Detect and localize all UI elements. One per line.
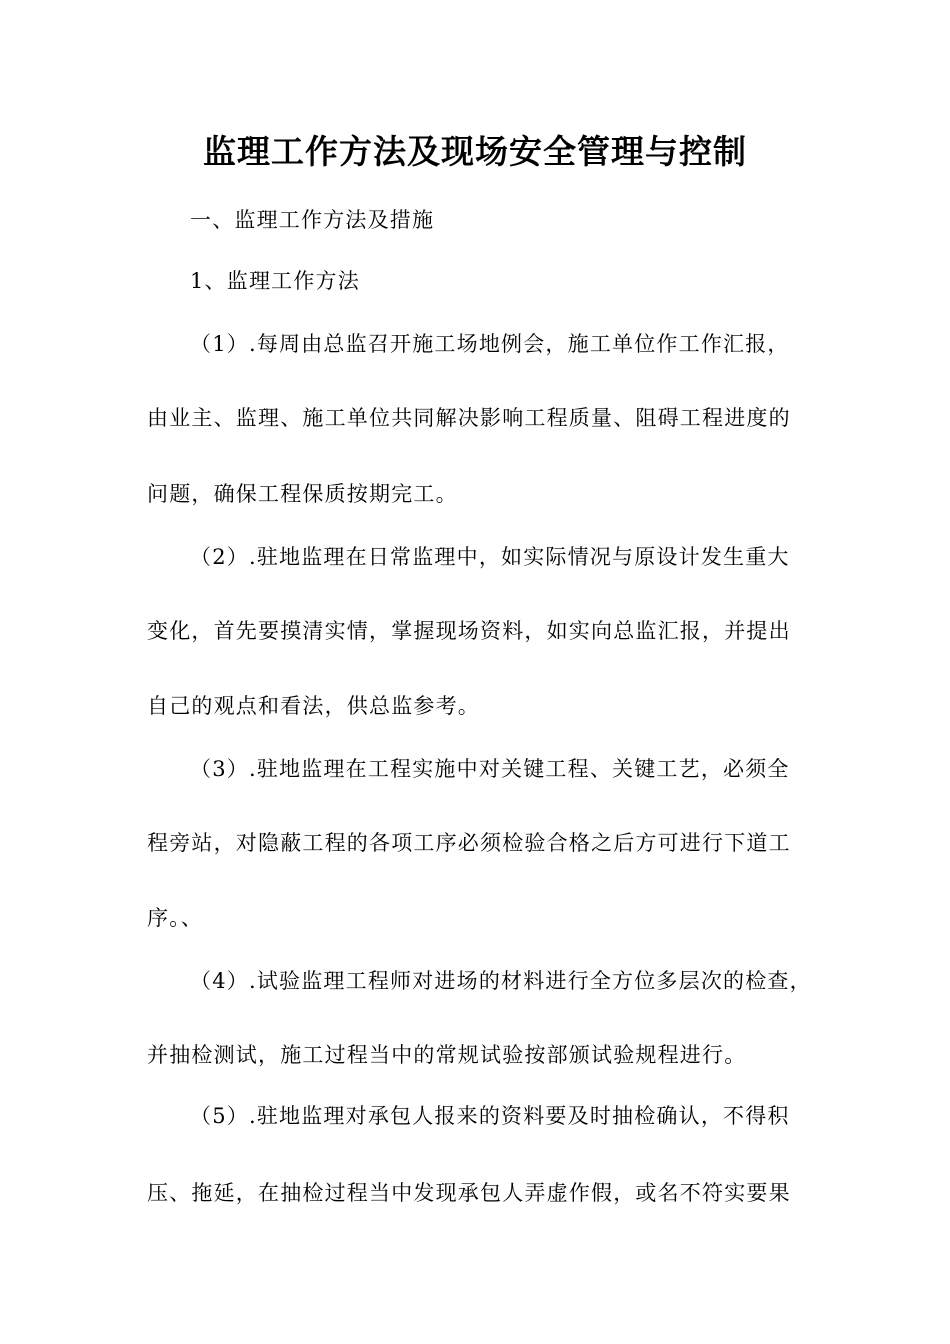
paragraph-line: 由业主、监理、施工单位共同解决影响工程质量、阻碍工程进度的 bbox=[147, 406, 791, 430]
subsection-heading: 1、监理工作方法 bbox=[190, 269, 360, 293]
paragraph-line: 变化，首先要摸清实情，掌握现场资料，如实向总监汇报，并提出 bbox=[147, 619, 791, 643]
section-heading: 一、监理工作方法及措施 bbox=[190, 208, 435, 232]
paragraph-line: 并抽检测试，施工过程当中的常规试验按部颁试验规程进行。 bbox=[147, 1043, 747, 1067]
paragraph-line: 自己的观点和看法，供总监参考。 bbox=[147, 694, 480, 718]
paragraph-line: （5）.驻地监理对承包人报来的资料要及时抽检确认，不得积 bbox=[190, 1104, 790, 1128]
paragraph-line: 程旁站，对隐蔽工程的各项工序必须检验合格之后方可进行下道工 bbox=[147, 831, 791, 855]
paragraph-line: （2）.驻地监理在日常监理中，如实际情况与原设计发生重大 bbox=[190, 545, 790, 569]
paragraph-line: （1）.每周由总监召开施工场地例会，施工单位作工作汇报， bbox=[190, 332, 790, 356]
paragraph-line: 序。、 bbox=[147, 906, 204, 930]
paragraph-line: （3）.驻地监理在工程实施中对关键工程、关键工艺，必须全 bbox=[190, 757, 790, 781]
paragraph-line: 问题，确保工程保质按期完工。 bbox=[147, 482, 458, 506]
paragraph-line: （4）.试验监理工程师对进场的材料进行全方位多层次的检查， bbox=[190, 969, 812, 993]
document-title: 监理工作方法及现场安全管理与控制 bbox=[203, 132, 747, 171]
paragraph-line: 压、拖延，在抽检过程当中发现承包人弄虚作假，或名不符实要果 bbox=[147, 1181, 791, 1205]
